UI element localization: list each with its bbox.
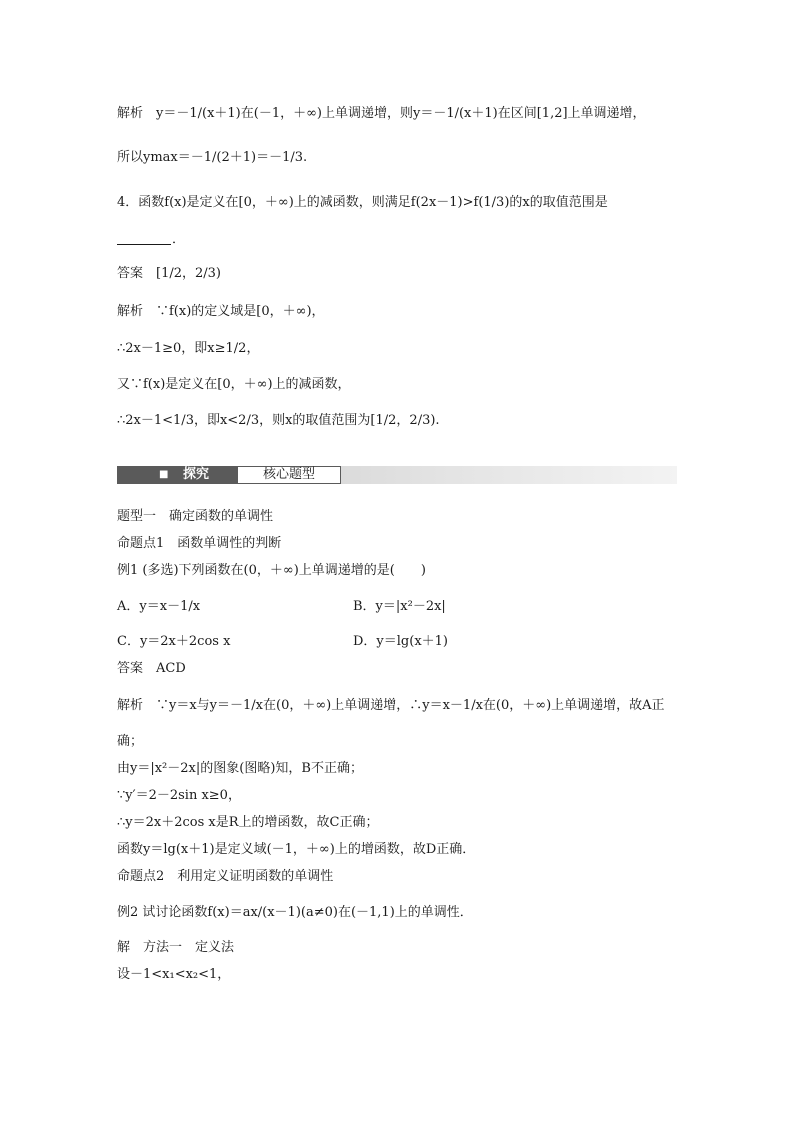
section-banner-title: 核心题型 (262, 467, 315, 482)
analysis-3: 由y＝|x²－2x|的图象(图略)知，B不正确； (117, 761, 363, 776)
answer-blank-period: ． (172, 232, 186, 247)
point-2-heading: 命题点2 利用定义证明函数的单调性 (117, 869, 334, 884)
square-bullet-icon: ■ (159, 469, 169, 480)
section-banner-label: 探究 (183, 467, 210, 482)
analysis-5: ∴y＝2x＋2cos x是R上的增函数，故C正确； (117, 815, 379, 830)
problem-4: 4．函数f(x)是定义在[0，＋∞)上的减函数，则满足f(2x－1)>f(1/3)的x的取值范围是 (117, 195, 608, 210)
analysis-line-4: ∴2x－1<1/3，即x<2/3，则x的取值范围为[1/2，2/3). (117, 413, 440, 428)
option-a: A．y＝x－1/x (117, 599, 201, 614)
example-1: 例1 (多选)下列函数在(0，＋∞)上单调递增的是( ) (117, 563, 426, 578)
analysis-2: 确； (117, 734, 144, 749)
analysis-1: 解析 ∵y＝x与y＝－1/x在(0，＋∞)上单调递增，∴y＝x－1/x在(0，＋∞)上单调递增，故A正 (117, 698, 665, 713)
solution-line-1: 解析 y＝－1/(x＋1)在(－1，＋∞)上单调递增，则y＝－1/(x＋1)在区间[1,2]上单调递增， (117, 106, 646, 121)
solution-setup: 设－1<x₁<x₂<1， (117, 967, 231, 982)
analysis-line-1: 解析 ∵f(x)的定义域是[0，＋∞)， (117, 304, 325, 319)
answer-blank (117, 244, 171, 245)
solution-line-2: 所以ymax＝－1/(2＋1)＝－1/3. (117, 150, 308, 165)
option-b: B．y＝|x²－2x| (353, 599, 446, 614)
topic-heading: 题型一 确定函数的单调性 (117, 509, 274, 524)
section-banner-dark (117, 466, 237, 484)
example-2: 例2 试讨论函数f(x)＝ax/(x－1)(a≠0)在(－1,1)上的单调性． (117, 905, 473, 920)
point-1-heading: 命题点1 函数单调性的判断 (117, 536, 282, 551)
analysis-6: 函数y＝lg(x＋1)是定义域(－1，＋∞)上的增函数，故D正确． (117, 842, 476, 857)
analysis-line-3: 又∵f(x)是定义在[0，＋∞)上的减函数， (117, 377, 351, 392)
option-c: C．y＝2x＋2cos x (117, 634, 231, 649)
answer-acd: 答案 ACD (117, 661, 186, 676)
analysis-4: ∵y′＝2－2sin x≥0， (117, 788, 241, 803)
answer-line: 答案 [1/2，2/3) (117, 266, 221, 281)
solution-method: 解 方法一 定义法 (117, 940, 235, 955)
option-d: D．y＝lg(x＋1) (353, 634, 448, 649)
section-banner (117, 466, 677, 484)
section-banner-box (237, 466, 341, 484)
analysis-line-2: ∴2x－1≥0，即x≥1/2， (117, 341, 260, 356)
